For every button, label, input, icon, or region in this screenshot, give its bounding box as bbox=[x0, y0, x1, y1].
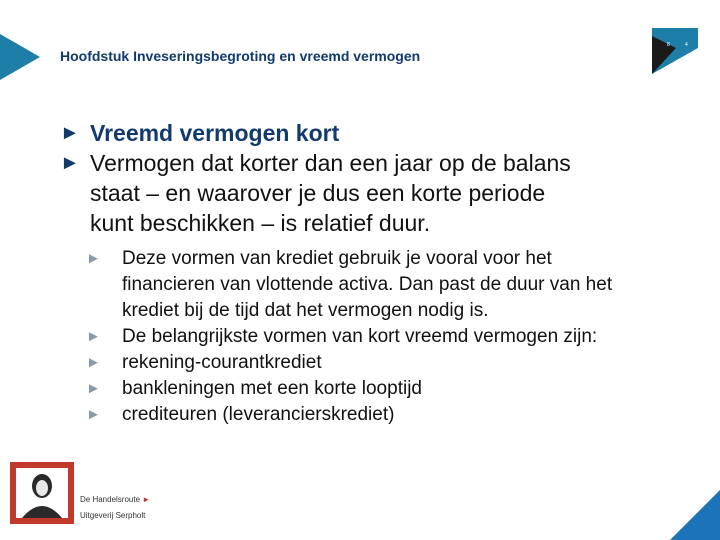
sub-bullet-item bbox=[86, 402, 700, 428]
page-number: 25 bbox=[696, 494, 708, 505]
sub-bullet-item bbox=[86, 246, 700, 324]
sub-bullet-text: rekening-courantkrediet bbox=[122, 352, 322, 373]
chapter-title: Hoofdstuk Inveseringsbegroting en vreemd vermogen bbox=[60, 48, 421, 64]
bullet-arrow-icon: ► bbox=[86, 380, 101, 397]
bullet-arrow-icon: ► bbox=[86, 250, 101, 267]
corner-number-right: 4 bbox=[685, 42, 688, 48]
definition-text: Vermogen dat korter dan een jaar op de balans staat – en waarover je dus een korte periode kunt beschikken – is relatief duur. bbox=[90, 150, 571, 236]
slide-content bbox=[60, 118, 700, 428]
bullet-arrow-icon: ► bbox=[60, 122, 80, 144]
corner-logo-icon bbox=[650, 28, 698, 74]
sub-bullet-list bbox=[60, 246, 700, 428]
publisher-name: De Handelsroute ► Uitgeverij Serpholt bbox=[80, 495, 151, 520]
sub-bullet-item bbox=[86, 376, 700, 402]
heading-text: Vreemd vermogen kort bbox=[90, 120, 340, 146]
bullet-arrow-icon: ► bbox=[86, 328, 101, 345]
definition-bullet bbox=[60, 148, 700, 238]
corner-number-left: 8 bbox=[667, 42, 670, 48]
sub-bullet-text: crediteuren (leverancierskrediet) bbox=[122, 404, 395, 425]
sub-bullet-text: bankleningen met een korte looptijd bbox=[122, 378, 422, 399]
publisher-portrait-logo-icon bbox=[10, 462, 74, 524]
bullet-arrow-icon: ► bbox=[86, 354, 101, 371]
sub-bullet-item bbox=[86, 350, 700, 376]
page-number-badge bbox=[670, 490, 720, 540]
heading-bullet bbox=[60, 118, 700, 148]
bullet-arrow-icon: ► bbox=[86, 406, 101, 423]
publisher-arrow-icon: ► bbox=[142, 495, 151, 504]
left-accent-triangle bbox=[0, 34, 40, 80]
sub-bullet-item bbox=[86, 324, 700, 350]
sub-bullet-text: De belangrijkste vormen van kort vreemd vermogen zijn: bbox=[122, 326, 598, 347]
bullet-arrow-icon: ► bbox=[60, 152, 80, 174]
sub-bullet-text: Deze vormen van krediet gebruik je vooral voor het financieren van vlottende activa. Dan past de duur van het krediet bij de tijd dat het vermogen nodig is. bbox=[122, 248, 613, 321]
